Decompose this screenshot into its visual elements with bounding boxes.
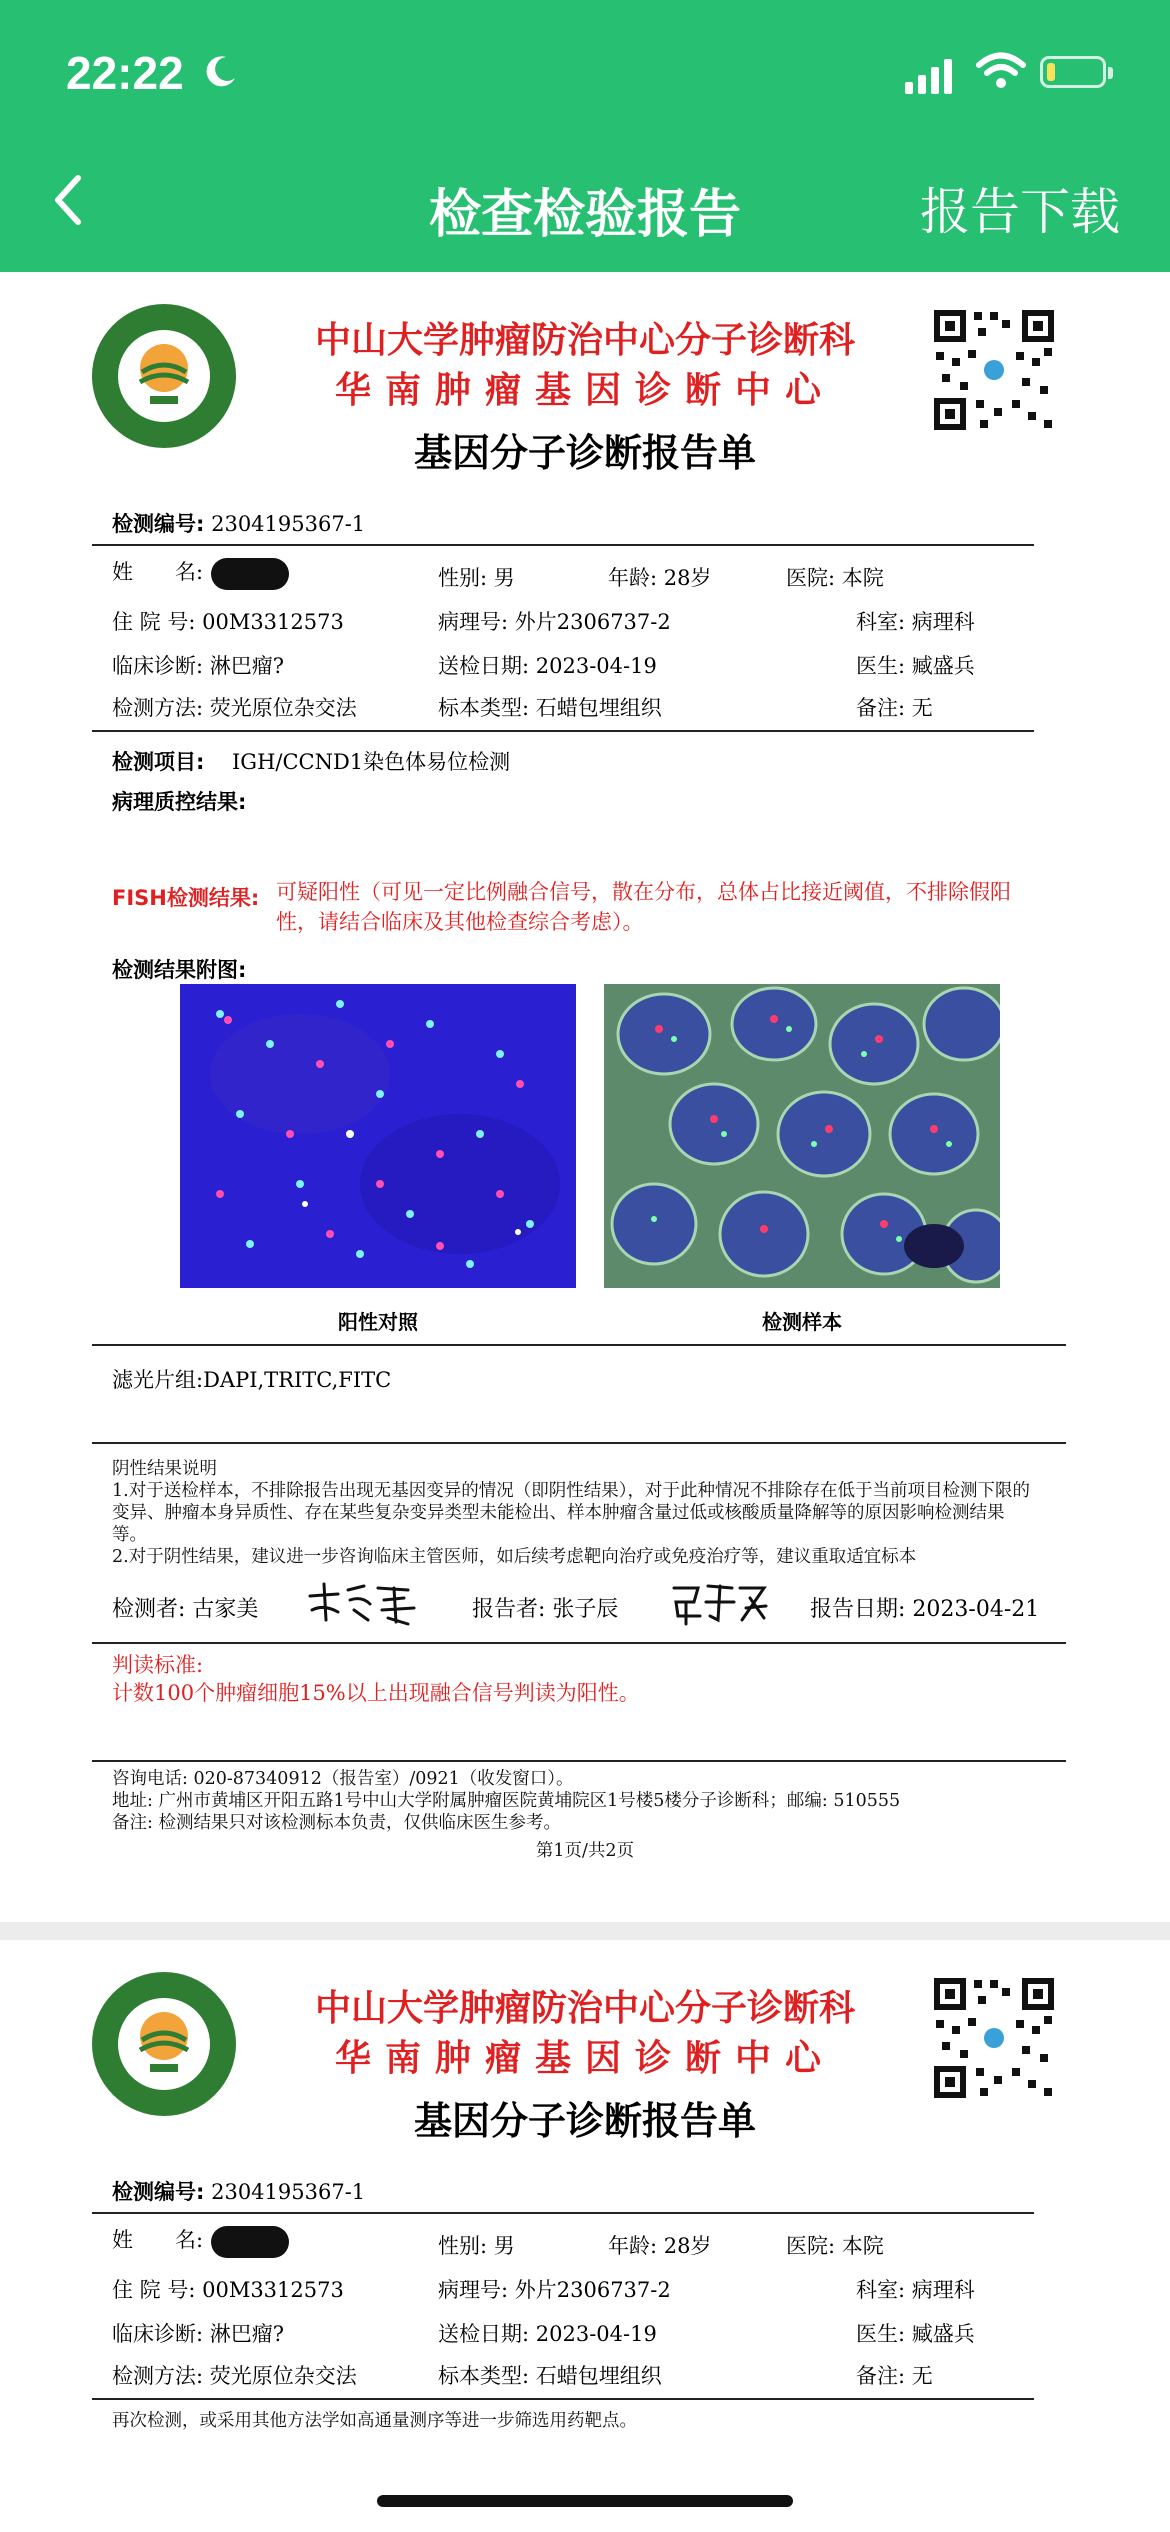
battery-icon bbox=[1040, 56, 1106, 88]
date-sent: 送检日期: 2023-04-19 bbox=[438, 654, 657, 678]
age: 年龄: 28岁 bbox=[608, 2234, 712, 2258]
org-name-line1: 中山大学肿瘤防治中心分子诊断科 bbox=[314, 319, 855, 361]
home-indicator[interactable] bbox=[377, 2495, 793, 2507]
report-title: 基因分子诊断报告单 bbox=[413, 2098, 756, 2143]
org-name-line1: 中山大学肿瘤防治中心分子诊断科 bbox=[314, 1987, 855, 2029]
qc-label: 病理质控结果: bbox=[112, 790, 247, 814]
patient-name bbox=[112, 2224, 289, 2258]
reporter: 报告者: 张子辰 bbox=[472, 1597, 619, 1622]
qr-code bbox=[932, 308, 1056, 432]
patient-name bbox=[112, 556, 289, 590]
contact-phone: 咨询电话: 020-87340912（报告室）/0921（收发窗口）。 bbox=[112, 1769, 574, 1789]
report-page-2 bbox=[0, 1940, 1170, 2532]
test-item-label: 检测项目: bbox=[112, 750, 205, 774]
page-number: 第1页/共2页 bbox=[535, 1841, 635, 1861]
download-report-button[interactable]: 报告下载 bbox=[920, 183, 1120, 241]
test-item: IGH/CCND1染色体易位检测 bbox=[232, 750, 511, 774]
clinical-diagnosis: 临床诊断: 淋巴瘤? bbox=[112, 654, 285, 678]
inpatient-no: 住 院 号: 00M3312573 bbox=[112, 2278, 344, 2302]
negative-result-note-1: 1.对于送检样本，不排除报告出现无基因变异的情况（即阴性结果），对于此种情况不排除存在低于当前项目检测下限的变异、肿瘤本身异质性、存在某些复杂变异类型未能检出、样本肿瘤含量过低或核酸质量降解等的原因影响检测结果等。 bbox=[112, 1481, 1030, 1545]
divider bbox=[92, 1642, 1066, 1644]
test-method: 检测方法: 荧光原位杂交法 bbox=[112, 696, 357, 720]
department: 科室: 病理科 bbox=[856, 2278, 975, 2302]
figure-label: 检测结果附图: bbox=[112, 958, 247, 982]
pathology-no: 病理号: 外片2306737-2 bbox=[438, 610, 671, 634]
specimen-type: 标本类型: 石蜡包埋组织 bbox=[438, 2364, 662, 2388]
test-method: 检测方法: 荧光原位杂交法 bbox=[112, 2364, 357, 2388]
criteria-title: 判读标准: bbox=[112, 1653, 204, 1677]
org-name-line2: 华南肿瘤基因诊断中心 bbox=[334, 369, 835, 411]
test-sample-image bbox=[604, 984, 1000, 1288]
divider bbox=[92, 730, 1034, 732]
page-title: 检查检验报告 bbox=[428, 185, 741, 245]
criteria-text: 计数100个肿瘤细胞15%以上出现融合信号判读为阳性。 bbox=[112, 1681, 640, 1705]
positive-control-image bbox=[180, 984, 576, 1288]
specimen-type: 标本类型: 石蜡包埋组织 bbox=[438, 696, 662, 720]
fish-result-label: FISH检测结果: bbox=[112, 886, 260, 910]
signal-icon bbox=[905, 58, 957, 94]
divider bbox=[92, 1344, 1066, 1346]
name-label: 姓 名: bbox=[112, 560, 204, 584]
clinical-diagnosis: 临床诊断: 淋巴瘤? bbox=[112, 2322, 285, 2346]
age: 年龄: 28岁 bbox=[608, 566, 712, 590]
report-title: 基因分子诊断报告单 bbox=[413, 430, 756, 475]
negative-result-note-2: 2.对于阴性结果，建议进一步咨询临床主管医师，如后续考虑靶向治疗或免疫治疗等，建议重取适宜标本 bbox=[112, 1547, 917, 1567]
remark: 备注: 无 bbox=[856, 2364, 933, 2388]
reporter-signature bbox=[670, 1580, 768, 1626]
fish-result-text: 可疑阳性（可见一定比例融合信号，散在分布，总体占比接近阈值，不排除假阳性，请结合临床及其他检查综合考虑）。 bbox=[276, 880, 1011, 934]
report-number-label: 检测编号: bbox=[112, 2180, 205, 2204]
qr-code bbox=[932, 1976, 1056, 2100]
gender: 性别: 男 bbox=[438, 566, 515, 590]
tester: 检测者: 古家美 bbox=[112, 1597, 259, 1622]
redacted-name bbox=[211, 558, 289, 590]
date-sent: 送检日期: 2023-04-19 bbox=[438, 2322, 657, 2346]
continued-text: 再次检测，或采用其他方法学如高通量测序等进一步筛选用药靶点。 bbox=[112, 2411, 637, 2431]
app-header bbox=[0, 0, 1170, 272]
wifi-icon bbox=[976, 52, 1026, 90]
report-number-row bbox=[112, 2176, 365, 2206]
org-name-line2: 华南肿瘤基因诊断中心 bbox=[334, 2037, 835, 2079]
report-number: 2304195367-1 bbox=[211, 512, 366, 536]
report-number-label: 检测编号: bbox=[112, 512, 205, 536]
doctor: 医生: 臧盛兵 bbox=[856, 654, 975, 678]
positive-control-caption: 阳性对照 bbox=[338, 1310, 418, 1334]
department: 科室: 病理科 bbox=[856, 610, 975, 634]
status-time: 22:22 bbox=[66, 47, 184, 99]
moon-icon bbox=[204, 54, 238, 88]
report-page-1 bbox=[0, 272, 1170, 1922]
inpatient-no: 住 院 号: 00M3312573 bbox=[112, 610, 344, 634]
divider bbox=[92, 544, 1034, 546]
divider bbox=[92, 1760, 1066, 1762]
remark: 备注: 无 bbox=[856, 696, 933, 720]
redacted-name bbox=[211, 2226, 289, 2258]
report-number-row bbox=[112, 508, 365, 538]
pathology-no: 病理号: 外片2306737-2 bbox=[438, 2278, 671, 2302]
hospital: 医院: 本院 bbox=[786, 2234, 884, 2258]
divider bbox=[92, 2398, 1034, 2400]
address: 地址: 广州市黄埔区开阳五路1号中山大学附属肿瘤医院黄埔院区1号楼5楼分子诊断科；邮编: 510555 bbox=[112, 1791, 901, 1811]
name-label: 姓 名: bbox=[112, 2228, 204, 2252]
divider bbox=[92, 1442, 1066, 1444]
gender: 性别: 男 bbox=[438, 2234, 515, 2258]
divider bbox=[92, 2212, 1034, 2214]
report-number: 2304195367-1 bbox=[211, 2180, 366, 2204]
tester-signature bbox=[304, 1580, 420, 1626]
disclaimer: 备注: 检测结果只对该检测标本负责，仅供临床医生参考。 bbox=[112, 1813, 561, 1833]
report-date: 报告日期: 2023-04-21 bbox=[810, 1597, 1040, 1622]
negative-result-title: 阴性结果说明 bbox=[112, 1459, 217, 1479]
hospital: 医院: 本院 bbox=[786, 566, 884, 590]
test-sample-caption: 检测样本 bbox=[762, 1310, 842, 1334]
doctor: 医生: 臧盛兵 bbox=[856, 2322, 975, 2346]
filter-set: 滤光片组:DAPI,TRITC,FITC bbox=[112, 1368, 392, 1392]
